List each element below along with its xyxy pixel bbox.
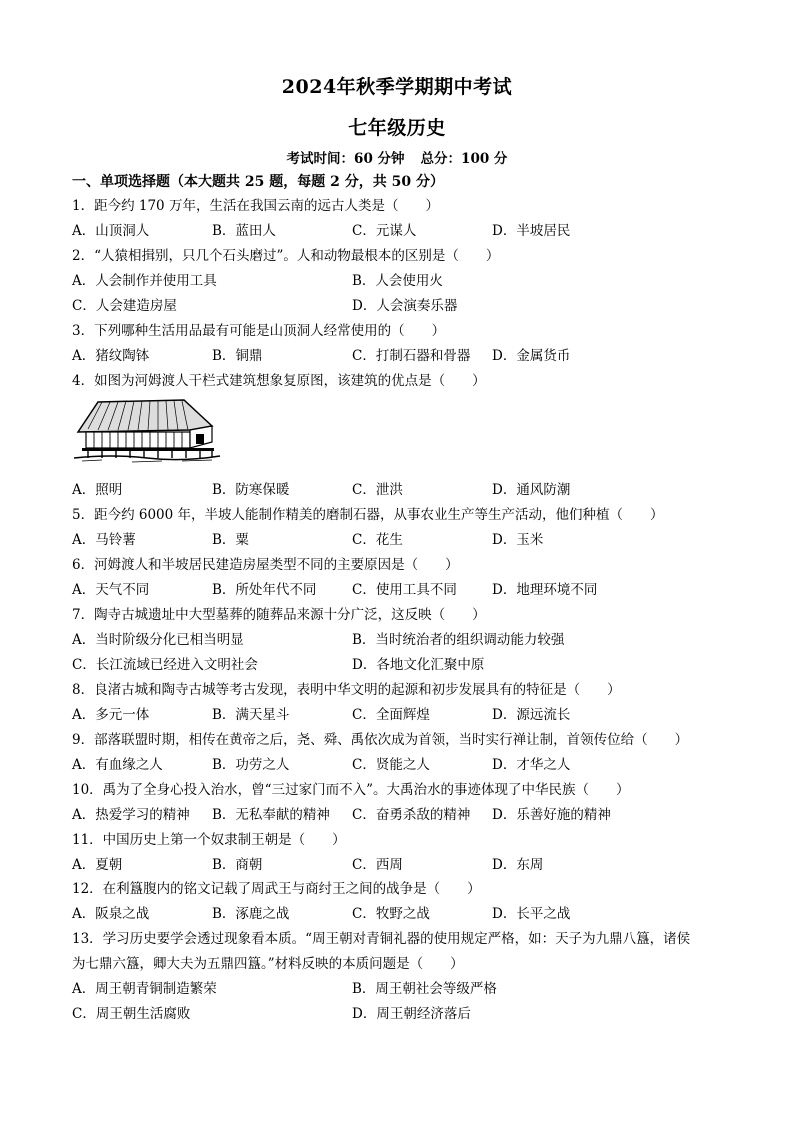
option-b: B．粟 xyxy=(212,532,249,548)
option-d: D．周王朝经济落后 xyxy=(352,1006,471,1022)
option-d: D．金属货币 xyxy=(492,348,571,364)
option-c: C．花生 xyxy=(352,532,403,548)
question-stem: 6．河姆渡人和半坡居民建造房屋类型不同的主要原因是（ ） xyxy=(72,557,459,573)
question-stem: 8．良渚古城和陶寺古城等考古发现，表明中华文明的起源和初步发展具有的特征是（ ） xyxy=(72,682,621,698)
question-stem: 11．中国历史上第一个奴隶制王朝是（ ） xyxy=(72,832,346,848)
option-d: D．半坡居民 xyxy=(492,223,571,239)
option-c: C．泄洪 xyxy=(352,482,403,498)
option-a: A．山顶洞人 xyxy=(72,223,150,239)
exam-time: 考试时间：60 分钟 xyxy=(286,151,405,167)
option-d: D．通风防潮 xyxy=(492,482,571,498)
section-heading: 一、单项选择题（本大题共 25 题，每题 2 分，共 50 分） xyxy=(72,174,444,190)
option-d: D．各地文化汇聚中原 xyxy=(352,657,485,673)
option-c: C．全面辉煌 xyxy=(352,707,430,723)
option-a: A．马铃薯 xyxy=(72,532,136,548)
question-stem-continued: 为七鼎六簋，卿大夫为五鼎四簋。”材料反映的本质问题是（ ） xyxy=(72,956,464,972)
question-stem: 10．禹为了全身心投入治水，曾“三过家门而不入”。大禹治水的事迹体现了中华民族（ ） xyxy=(72,782,630,798)
option-d: D．长平之战 xyxy=(492,906,571,922)
option-a: A．夏朝 xyxy=(72,857,123,873)
option-d: D．乐善好施的精神 xyxy=(492,807,611,823)
option-d: D．才华之人 xyxy=(492,757,571,773)
option-a: A．猪纹陶钵 xyxy=(72,348,150,364)
question-stem: 13．学习历史要学会透过现象看本质。“周王朝对青铜礼器的使用规定严格，如：天子为九鼎八簋，诸侯 xyxy=(72,931,691,947)
option-d: D．源远流长 xyxy=(492,707,571,723)
question-stem: 2．“人猿相揖别，只几个石头磨过”。人和动物最根本的区别是（ ） xyxy=(72,248,500,264)
question-stem: 5．距今约 6000 年，半坡人能制作精美的磨制石器，从事农业生产等生产活动，他们种植（ ） xyxy=(72,507,664,523)
option-a: A．多元一体 xyxy=(72,707,150,723)
stilt-house-illustration-icon xyxy=(72,396,222,464)
question-stem: 7．陶寺古城遗址中大型墓葬的随葬品来源十分广泛，这反映（ ） xyxy=(72,607,486,623)
option-b: B．周王朝社会等级严格 xyxy=(352,981,497,997)
option-b: B．蓝田人 xyxy=(212,223,276,239)
exam-subject: 七年级历史 xyxy=(348,117,446,139)
option-c: C．周王朝生活腐败 xyxy=(72,1006,191,1022)
option-b: B．无私奉献的精神 xyxy=(212,807,330,823)
option-d: D．玉米 xyxy=(492,532,544,548)
question-stem: 3．下列哪种生活用品最有可能是山顶洞人经常使用的（ ） xyxy=(72,323,446,339)
option-a: A．当时阶级分化已相当明显 xyxy=(72,632,244,648)
option-c: C．西周 xyxy=(352,857,403,873)
question-stem: 1．距今约 170 万年，生活在我国云南的远古人类是（ ） xyxy=(72,198,439,214)
exam-title: 2024年秋季学期期中考试 xyxy=(281,76,513,98)
option-a: A．天气不同 xyxy=(72,582,150,598)
option-c: C．贤能之人 xyxy=(352,757,430,773)
option-a: A．热爱学习的精神 xyxy=(72,807,190,823)
option-a: A．人会制作并使用工具 xyxy=(72,273,217,289)
option-a: A．阪泉之战 xyxy=(72,906,150,922)
option-c: C．牧野之战 xyxy=(352,906,430,922)
option-b: B．当时统治者的组织调动能力较强 xyxy=(352,632,565,648)
option-d: D．人会演奏乐器 xyxy=(352,298,458,314)
option-b: B．防寒保暖 xyxy=(212,482,290,498)
option-b: B．功劳之人 xyxy=(212,757,290,773)
option-a: A．照明 xyxy=(72,482,123,498)
option-c: C．奋勇杀敌的精神 xyxy=(352,807,471,823)
question-stem: 4．如图为河姆渡人干栏式建筑想象复原图，该建筑的优点是（ ） xyxy=(72,373,486,389)
option-c: C．打制石器和骨器 xyxy=(352,348,471,364)
exam-meta xyxy=(0,147,794,167)
option-a: A．周王朝青铜制造繁荣 xyxy=(72,981,217,997)
option-a: A．有血缘之人 xyxy=(72,757,163,773)
option-d: D．东周 xyxy=(492,857,544,873)
option-b: B．涿鹿之战 xyxy=(212,906,290,922)
option-c: C．人会建造房屋 xyxy=(72,298,177,314)
option-c: C．使用工具不同 xyxy=(352,582,457,598)
option-b: B．满天星斗 xyxy=(212,707,290,723)
option-b: B．所处年代不同 xyxy=(212,582,317,598)
question-stem: 12．在利簋腹内的铭文记载了周武王与商纣王之间的战争是（ ） xyxy=(72,881,481,897)
question-stem: 9．部落联盟时期，相传在黄帝之后，尧、舜、禹依次成为首领，当时实行禅让制，首领传位给（ ） xyxy=(72,732,689,748)
option-b: B．铜鼎 xyxy=(212,348,263,364)
total-score: 总分：100 分 xyxy=(420,151,508,167)
option-b: B．商朝 xyxy=(212,857,263,873)
option-b: B．人会使用火 xyxy=(352,273,443,289)
option-c: C．元谋人 xyxy=(352,223,417,239)
option-d: D．地理环境不同 xyxy=(492,582,598,598)
option-c: C．长江流域已经进入文明社会 xyxy=(72,657,258,673)
